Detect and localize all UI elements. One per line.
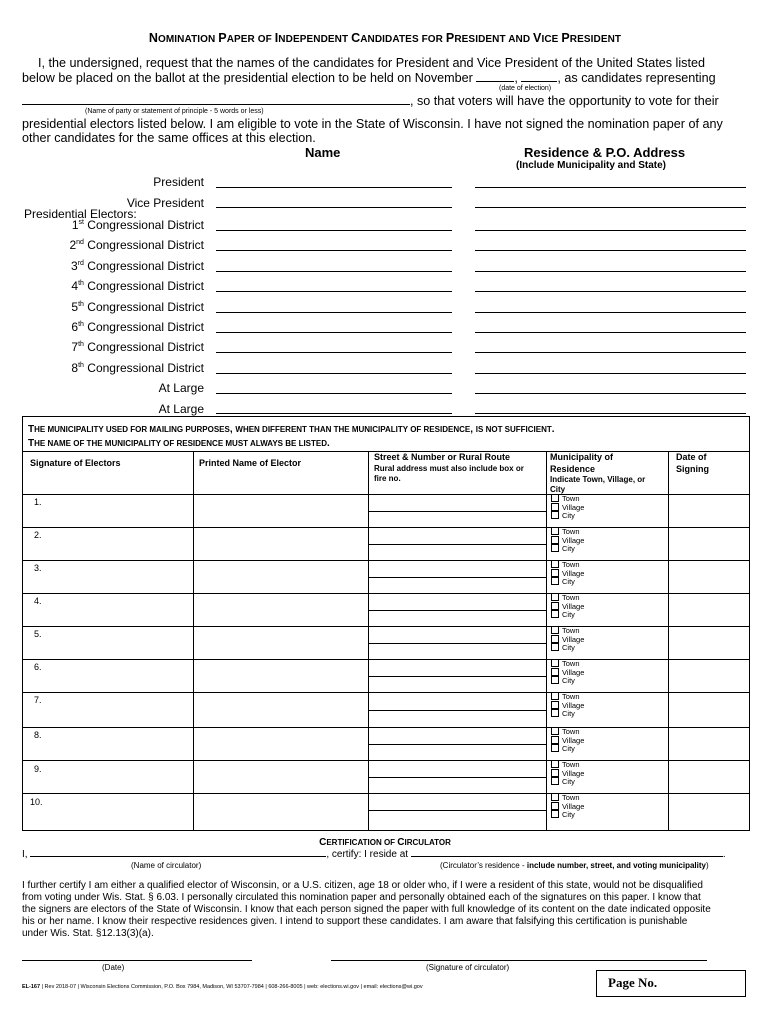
- row-rule: [22, 659, 750, 660]
- village-checkbox[interactable]: Village: [551, 737, 584, 746]
- party-note: (Name of party or statement of principle - 5 words or less): [85, 108, 264, 115]
- town-checkbox[interactable]: Town: [551, 728, 584, 737]
- residence-column-header: Residence & P.O. Address: [524, 145, 686, 160]
- row-rule: [22, 727, 750, 728]
- town-checkbox[interactable]: Town: [551, 693, 584, 702]
- district-2-name-field[interactable]: [216, 250, 452, 251]
- district-4-name-field[interactable]: [216, 291, 452, 292]
- at-large-2-name-field[interactable]: [216, 413, 452, 414]
- election-date-blank-2[interactable]: [521, 81, 557, 82]
- district-2-residence-field[interactable]: [475, 250, 746, 251]
- district-1-label: 1st Congressional District: [71, 218, 204, 232]
- residence-column-subheader: (Include Municipality and State): [516, 160, 667, 171]
- street-line: [368, 810, 546, 811]
- district-5-label: 5th Congressional District: [71, 300, 204, 314]
- mailing-notice: THE MUNICIPALITY USED FOR MAILING PURPOSES, WHEN DIFFERENT THAN THE MUNICIPALITY OF RESIDENCE, IS NOT SUFFICIENT.: [28, 424, 555, 435]
- page-number-label: Page No.: [608, 975, 658, 990]
- district-3-label: 3rd Congressional District: [71, 259, 204, 273]
- street-line: [368, 511, 546, 512]
- column-divider-4: [668, 451, 669, 831]
- town-checkbox[interactable]: Town: [551, 660, 584, 669]
- row-number: 9.: [34, 764, 42, 774]
- signature-header: Signature of Electors: [30, 458, 121, 468]
- president-label: President: [153, 175, 204, 189]
- village-checkbox[interactable]: Village: [551, 669, 584, 678]
- row-rule: [22, 560, 750, 561]
- district-6-name-field[interactable]: [216, 332, 452, 333]
- certification-title: CERTIFICATION OF CIRCULATOR: [319, 837, 451, 848]
- row-rule: [22, 593, 750, 594]
- village-checkbox[interactable]: Village: [551, 537, 584, 546]
- election-date-blank-1[interactable]: [476, 81, 514, 82]
- row-rule: [22, 527, 750, 528]
- district-7-name-field[interactable]: [216, 352, 452, 353]
- municipality-header-2: Residence: [550, 464, 596, 474]
- district-2-label: 2nd Congressional District: [69, 238, 204, 252]
- certification-paragraph: I further certify I am either a qualified elector of Wisconsin, or a U.S. citizen, age 18 or older who, if I were a resident of this state, would not be disqualified from voting under Wis. Stat. § 6.03. I personally circulated this nomination paper and personally obtained each of the signatures on this paper. I know that the signers are electors of the State of Wisconsin. I know that each person signed the paper with full knowledge of its content on the date indicated opposite his or her name. I know their respective residences given. I intend to support these candidates. I am aware that falsifying this certification is punishable under Wis. Stat. §12.13(3)(a).: [22, 880, 711, 939]
- residence-notice: THE NAME OF THE MUNICIPALITY OF RESIDENCE MUST ALWAYS BE LISTED.: [28, 438, 330, 449]
- town-checkbox[interactable]: Town: [551, 561, 584, 570]
- village-checkbox[interactable]: Village: [551, 570, 584, 579]
- district-7-residence-field[interactable]: [475, 352, 746, 353]
- town-checkbox[interactable]: Town: [551, 594, 584, 603]
- village-checkbox[interactable]: Village: [551, 636, 584, 645]
- date-header-2: Signing: [676, 464, 709, 474]
- city-checkbox[interactable]: City: [551, 512, 584, 521]
- municipality-options: [551, 728, 584, 754]
- city-checkbox[interactable]: City: [551, 811, 584, 820]
- city-checkbox[interactable]: City: [551, 611, 584, 620]
- page-title: NOMINATION PAPER OF INDEPENDENT CANDIDATES FOR PRESIDENT AND VICE PRESIDENT: [148, 31, 622, 45]
- at-large-2-residence-field[interactable]: [475, 413, 746, 414]
- row-number: 8.: [34, 730, 42, 740]
- district-5-residence-field[interactable]: [475, 312, 746, 313]
- intro-line-3: , so that voters will have the opportunity to vote for their: [22, 94, 719, 109]
- circulator-residence-field[interactable]: [411, 856, 723, 857]
- street-subheader-1: Rural address must also include box or: [374, 464, 524, 473]
- intro-line-4: presidential electors listed below. I am eligible to vote in the State of Wisconsin. I have not signed the nomination paper of any: [22, 117, 723, 131]
- municipality-header-1: Municipality of: [550, 452, 613, 462]
- printed-name-header: Printed Name of Elector: [199, 458, 302, 468]
- name-column-header: Name: [305, 145, 341, 160]
- vice-name-field[interactable]: [216, 207, 452, 208]
- column-divider-2: [368, 451, 369, 831]
- row-number: 7.: [34, 695, 42, 705]
- district-7-label: 7th Congressional District: [71, 340, 204, 354]
- circulator-name-note: (Name of circulator): [131, 861, 202, 870]
- street-line: [368, 577, 546, 578]
- date-signature-line[interactable]: [22, 960, 252, 961]
- street-line: [368, 610, 546, 611]
- municipality-header-3: Indicate Town, Village, or: [550, 475, 646, 484]
- district-5-name-field[interactable]: [216, 312, 452, 313]
- street-line: [368, 643, 546, 644]
- page-number-box[interactable]: [596, 970, 746, 997]
- district-8-label: 8th Congressional District: [71, 361, 204, 375]
- row-rule: [22, 494, 750, 495]
- district-8-residence-field[interactable]: [475, 373, 746, 374]
- city-checkbox[interactable]: City: [551, 778, 584, 787]
- street-line: [368, 744, 546, 745]
- street-line: [368, 676, 546, 677]
- at-large-2-label: At Large: [158, 402, 204, 416]
- village-checkbox[interactable]: Village: [551, 504, 584, 513]
- circulator-signature-label: (Signature of circulator): [426, 963, 510, 972]
- city-checkbox[interactable]: City: [551, 710, 584, 719]
- intro-line-5: other candidates for the same offices at this election.: [22, 131, 316, 145]
- village-checkbox[interactable]: Village: [551, 702, 584, 711]
- town-checkbox[interactable]: Town: [551, 627, 584, 636]
- village-checkbox[interactable]: Village: [551, 803, 584, 812]
- intro-line-2: below be placed on the ballot at the presidential election to be held on November , , as candidates representing: [22, 71, 716, 85]
- municipality-options: [551, 761, 584, 787]
- district-4-label: 4th Congressional District: [71, 279, 204, 293]
- footer-text: EL-167 | Rev 2018-07 | Wisconsin Elections Commission, P.O. Box 7984, Madison, WI 53707-7984 | 608-266-8005 | web: elections.wi.gov | email: elections@wi.gov: [22, 984, 423, 990]
- column-divider-3: [546, 451, 547, 831]
- president-name-field[interactable]: [216, 187, 452, 188]
- row-number: 6.: [34, 662, 42, 672]
- row-rule: [22, 793, 750, 794]
- vice-residence-field[interactable]: [475, 207, 746, 208]
- municipality-options: [551, 561, 584, 587]
- village-checkbox[interactable]: Village: [551, 770, 584, 779]
- street-subheader-2: fire no.: [374, 474, 401, 483]
- date-of-election-note: (date of election): [499, 85, 552, 92]
- row-number: 3.: [34, 563, 42, 573]
- district-4-residence-field[interactable]: [475, 291, 746, 292]
- at-large-1-label: At Large: [158, 381, 204, 395]
- street-line: [368, 777, 546, 778]
- row-number: 10.: [30, 797, 43, 807]
- city-checkbox[interactable]: City: [551, 578, 584, 587]
- city-checkbox[interactable]: City: [551, 745, 584, 754]
- row-number: 4.: [34, 596, 42, 606]
- circulator-residence-note: (Circulator’s residence - include number, street, and voting municipality): [440, 861, 709, 870]
- intro-line-1: I, the undersigned, request that the names of the candidates for President and Vice President of the United States listed: [38, 56, 705, 70]
- row-number: 1.: [34, 497, 42, 507]
- district-6-label: 6th Congressional District: [71, 320, 204, 334]
- column-divider-1: [193, 451, 194, 831]
- at-large-1-name-field[interactable]: [216, 393, 452, 394]
- municipality-options: [551, 660, 584, 686]
- town-checkbox[interactable]: Town: [551, 761, 584, 770]
- date-header-1: Date of: [676, 452, 707, 462]
- row-number: 2.: [34, 530, 42, 540]
- district-3-residence-field[interactable]: [475, 271, 746, 272]
- at-large-1-residence-field[interactable]: [475, 393, 746, 394]
- town-checkbox[interactable]: Town: [551, 794, 584, 803]
- president-residence-field[interactable]: [475, 187, 746, 188]
- municipality-header-4: City: [550, 485, 566, 494]
- municipality-options: [551, 627, 584, 653]
- city-checkbox[interactable]: City: [551, 545, 584, 554]
- circulator-name-field[interactable]: [30, 856, 326, 857]
- district-1-residence-field[interactable]: [475, 230, 746, 231]
- circulator-signature-line[interactable]: [331, 960, 707, 961]
- district-3-name-field[interactable]: [216, 271, 452, 272]
- village-checkbox[interactable]: Village: [551, 603, 584, 612]
- row-number: 5.: [34, 629, 42, 639]
- row-rule: [22, 692, 750, 693]
- district-8-name-field[interactable]: [216, 373, 452, 374]
- street-line: [368, 710, 546, 711]
- row-rule: [22, 626, 750, 627]
- municipality-options: [551, 794, 584, 820]
- municipality-options: [551, 495, 584, 521]
- town-checkbox[interactable]: Town: [551, 528, 584, 537]
- district-6-residence-field[interactable]: [475, 332, 746, 333]
- presidential-electors-label: Presidential Electors:: [24, 207, 137, 221]
- city-checkbox[interactable]: City: [551, 644, 584, 653]
- date-label: (Date): [102, 963, 125, 972]
- town-checkbox[interactable]: Town: [551, 495, 584, 504]
- municipality-options: [551, 693, 584, 719]
- district-1-name-field[interactable]: [216, 230, 452, 231]
- street-line: [368, 544, 546, 545]
- municipality-options: [551, 528, 584, 554]
- certify-line: I, , certify: I reside at .: [22, 849, 726, 860]
- municipality-options: [551, 594, 584, 620]
- row-rule: [22, 760, 750, 761]
- street-header: Street & Number or Rural Route: [374, 452, 511, 462]
- party-blank[interactable]: [22, 104, 410, 105]
- city-checkbox[interactable]: City: [551, 677, 584, 686]
- vice-president-label: Vice President: [126, 196, 204, 210]
